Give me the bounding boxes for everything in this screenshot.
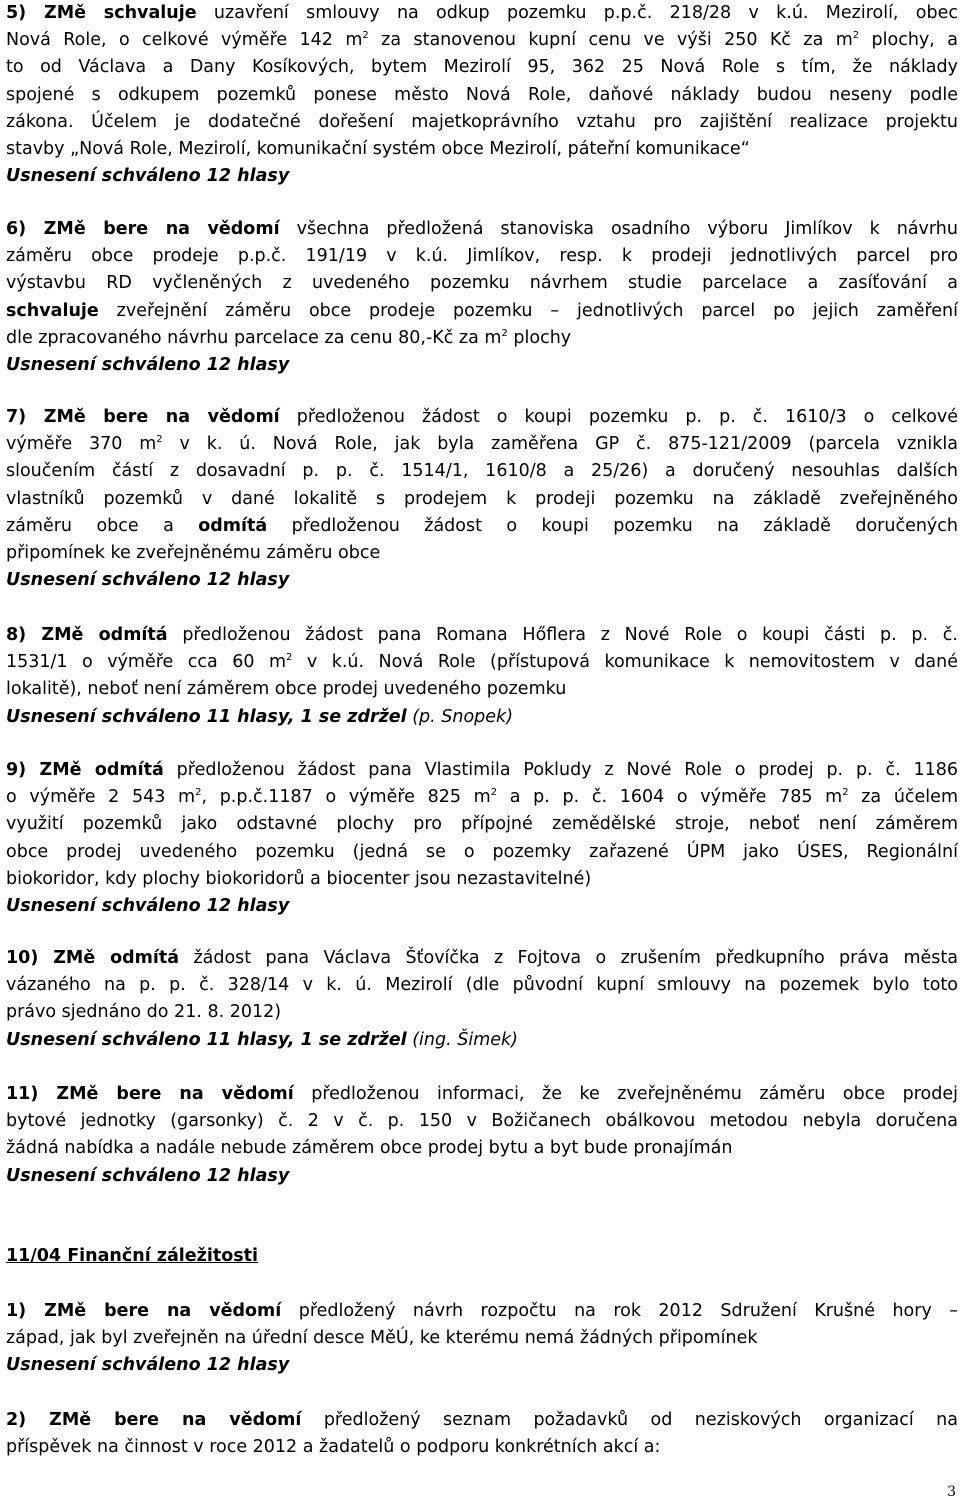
- text-line: [6, 513, 958, 540]
- resolution-lead: 9) ZMě odmítá: [6, 760, 164, 780]
- text-line: [6, 0, 958, 27]
- text: o výměře 2 543 m: [6, 787, 196, 808]
- text-line: zákona. Účelem je dodatečné dořešení majetkoprávního vztahu pro zajištění realizace projektu: [6, 111, 958, 132]
- resolution-verb: schvaluje: [6, 300, 99, 321]
- text: zveřejnění záměru obce prodeje pozemku – jednotlivých parcel po jejich zaměření: [98, 300, 958, 321]
- text-line: [6, 431, 958, 458]
- finance-item-1: [6, 1298, 958, 1380]
- resolution-item-10: [6, 945, 958, 1054]
- text: záměru obce a: [6, 515, 199, 536]
- resolution-lead: 8) ZMě odmítá: [6, 625, 168, 645]
- text: v k.ú. Nová Role (přístupová komunikace k nemovitostem v dané: [292, 652, 958, 673]
- text: předložený seznam požadavků od neziskových organizací na: [301, 1410, 958, 1430]
- superscript: 2: [501, 327, 508, 339]
- text: dle zpracovaného návrhu parcelace za cenu 80,-Kč za m: [6, 327, 502, 348]
- resolution-lead: 1) ZMě bere na vědomí: [6, 1301, 282, 1321]
- superscript: 2: [852, 30, 860, 42]
- text-line: [6, 216, 958, 243]
- text-line: bytové jednotky (garsonky) č. 2 v č. p. 150 v Božičanech obálkovou metodou nebyla doručena: [6, 1111, 958, 1132]
- superscript: 2: [195, 787, 202, 799]
- text-line: obce prodej uvedeného pozemku (jedná se o pozemky zařazené ÚPM jako ÚSES, Regionální: [6, 841, 958, 862]
- text-line: [6, 622, 958, 649]
- text-line: stavby „Nová Role, Mezirolí, komunikační systém obce Mezirolí, páteřní komunikace“: [6, 139, 750, 160]
- resolution-item-5: [6, 0, 958, 190]
- text: předloženou žádost pana Romana Hőflera z Nové Role o koupi části p. p. č.: [167, 625, 958, 645]
- text-line: spojené s odkupem pozemků ponese město Nová Role, daňové náklady budou neseny podle: [6, 84, 958, 105]
- text-line: [6, 298, 958, 325]
- text-line: využití pozemků jako odstavné plochy pro přípojné zemědělské stroje, neboť není záměrem: [6, 814, 958, 835]
- text-line: [6, 1298, 958, 1325]
- text-line: [6, 27, 958, 54]
- section-heading: 11/04 Finanční záležitosti: [6, 1246, 259, 1266]
- resolution-lead: 5) ZMě schvaluje: [6, 3, 197, 23]
- text: předložený návrh rozpočtu na rok 2012 Sdružení Krušné hory –: [281, 1301, 958, 1321]
- superscript: 2: [362, 30, 369, 42]
- vote-result: Usnesení schváleno 12 hlasy: [6, 570, 290, 591]
- text-line: biokoridor, kdy plochy biokoridorů a biocenter jsou nezastavitelné): [6, 868, 592, 889]
- text-line: připomínek ke zveřejněnému záměru obce: [6, 543, 381, 564]
- text: za stanovenou kupní cenu ve výši 250 Kč za m: [368, 30, 853, 51]
- vote-result: Usnesení schváleno 11 hlasy, 1 se zdržel: [6, 1029, 407, 1050]
- text: plochy, a: [859, 30, 958, 51]
- text: 1531/1 o výměře cca 60 m: [6, 652, 287, 673]
- text-line: lokalitě), neboť není záměrem obce prodej uvedeného pozemku: [6, 679, 567, 700]
- text: , p.p.č.1187 o výměře 825 m: [201, 787, 491, 808]
- resolution-item-7: [6, 404, 958, 594]
- superscript: 2: [286, 652, 293, 664]
- resolution-lead: 11) ZMě bere na vědomí: [6, 1084, 294, 1104]
- page-number: 3: [947, 1484, 956, 1500]
- resolution-item-9: [6, 757, 958, 920]
- vote-result: Usnesení schváleno 12 hlasy: [6, 896, 290, 917]
- text-line: [6, 404, 958, 431]
- resolution-lead: 7) ZMě bere na vědomí: [6, 407, 280, 427]
- text-line: příspěvek na činnost v roce 2012 a žadatelů o podporu konkrétních akcí a:: [6, 1437, 661, 1458]
- text: všechna předložená stanoviska osadního výboru Jimlíkov k návrhu: [279, 219, 958, 239]
- text-line: západ, jak byl zveřejněn na úřední desce MěÚ, ke kterému nemá žádných připomínek: [6, 1328, 758, 1349]
- text: za účelem: [848, 787, 958, 808]
- superscript: 2: [490, 787, 498, 799]
- text-line: [6, 1027, 958, 1054]
- text-line: [6, 945, 958, 972]
- resolution-lead: 2) ZMě bere na vědomí: [6, 1410, 302, 1430]
- text: plochy: [507, 327, 572, 348]
- text-line: právo sjednáno do 21. 8. 2012): [6, 1002, 282, 1023]
- text-line: vlastníků pozemků v dané lokalitě s prodejem k prodeji pozemku na základě zveřejněného: [6, 488, 958, 509]
- resolution-item-8: [6, 622, 958, 731]
- text: předloženou žádost o koupi pozemku na základě doručených: [267, 515, 959, 536]
- text: výměře 370 m: [6, 434, 157, 455]
- text-line: to od Václava a Dany Kosíkových, bytem Mezirolí 95, 362 25 Nová Role s tím, že náklady: [6, 57, 958, 78]
- text: v k. ú. Nová Role, jak byla zaměřena GP č. 875-121/2009 (parcela vznikla: [162, 434, 958, 455]
- text-line: sloučením částí z dosavadní p. p. č. 1514/1, 1610/8 a 25/26) a doručený nesouhlas dalších: [6, 461, 958, 482]
- text-line: [6, 1407, 958, 1434]
- vote-result: Usnesení schváleno 12 hlasy: [6, 1355, 290, 1376]
- superscript: 2: [842, 787, 849, 799]
- text: Nová Role, o celkové výměře 142 m: [6, 30, 363, 51]
- text-line: [6, 784, 958, 811]
- abstain-note: (ing. Šimek): [406, 1029, 518, 1050]
- vote-result: Usnesení schváleno 12 hlasy: [6, 355, 290, 376]
- text-line: [6, 704, 958, 731]
- text-line: [6, 325, 958, 352]
- resolution-lead: 10) ZMě odmítá: [6, 948, 180, 968]
- text: předloženou informaci, že ke zveřejněnému záměru obce prodej: [293, 1084, 958, 1104]
- text-line: výstavbu RD vyčleněných z uvedeného pozemku návrhem studie parcelace a zasíťování a: [6, 273, 958, 294]
- resolution-verb: odmítá: [198, 515, 268, 536]
- resolution-item-6: [6, 216, 958, 379]
- text: uzavření smlouvy na odkup pozemku p.p.č. 218/28 v k.ú. Mezirolí, obec: [196, 3, 959, 23]
- text: předloženou žádost pana Vlastimila Pokludy z Nové Role o prodej p. p. č. 1186: [163, 760, 958, 780]
- text: a p. p. č. 1604 o výměře 785 m: [497, 787, 843, 808]
- vote-result: Usnesení schváleno 12 hlasy: [6, 1165, 290, 1186]
- finance-item-2: [6, 1407, 958, 1461]
- abstain-note: (p. Snopek): [406, 706, 514, 727]
- text-line: vázaného na p. p. č. 328/14 v k. ú. Mezirolí (dle původní kupní smlouvy na pozemek bylo toto: [6, 975, 958, 996]
- text-line: záměru obce prodeje p.p.č. 191/19 v k.ú. Jimlíkov, resp. k prodeji jednotlivých parcel pro: [6, 246, 958, 267]
- vote-result: Usnesení schváleno 12 hlasy: [6, 166, 290, 187]
- text: žádost pana Václava Šťovíčka z Fojtova o zrušením předkupního práva města: [179, 948, 959, 968]
- text-line: [6, 757, 958, 784]
- resolution-lead: 6) ZMě bere na vědomí: [6, 219, 280, 239]
- text-line: [6, 1081, 958, 1108]
- vote-result: Usnesení schváleno 11 hlasy, 1 se zdržel: [6, 706, 407, 727]
- superscript: 2: [156, 434, 163, 446]
- text: předloženou žádost o koupi pozemku p. p. č. 1610/3 o celkové: [279, 407, 958, 427]
- text-line: [6, 649, 958, 676]
- text-line: žádná nabídka a nadále nebude záměrem obce prodej bytu a byt bude pronajímán: [6, 1138, 733, 1159]
- resolution-item-11: [6, 1081, 958, 1190]
